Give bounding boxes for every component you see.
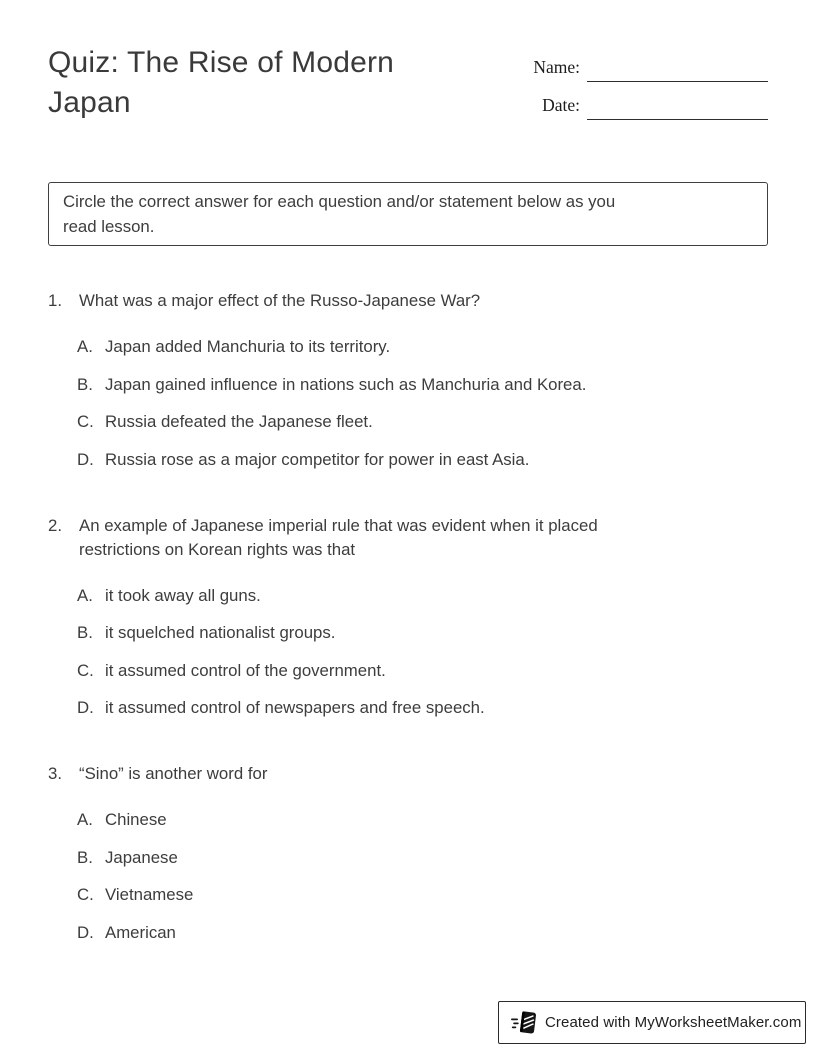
question-3-text: “Sino” is another word for	[79, 764, 268, 783]
question-3-option-a	[77, 808, 768, 832]
question-2-option-a	[77, 584, 768, 608]
option-text: Vietnamese	[105, 885, 194, 904]
question-1-stem	[48, 289, 768, 313]
option-text: Japan gained influence in nations such as Manchuria and Korea.	[105, 374, 587, 394]
question-3	[48, 762, 768, 945]
question-3-option-c	[77, 883, 768, 907]
question-3-options	[77, 808, 768, 945]
date-blank-line	[587, 100, 768, 120]
question-1-number: 1.	[48, 291, 62, 310]
page-header	[48, 43, 768, 125]
option-text: it assumed control of newspapers and free speech.	[105, 698, 485, 717]
question-2-options	[77, 584, 768, 721]
option-letter: D.	[77, 698, 94, 717]
option-letter: D.	[77, 922, 94, 942]
date-field-row	[526, 87, 768, 115]
option-letter: A.	[77, 585, 93, 605]
question-3-option-d	[77, 921, 768, 945]
option-letter: C.	[77, 885, 94, 904]
option-text: Japanese	[105, 847, 178, 867]
name-date-fields	[526, 43, 768, 125]
option-letter: C.	[77, 412, 94, 431]
option-text: Russia rose as a major competitor for power in east Asia.	[105, 449, 530, 469]
question-2-number: 2.	[48, 515, 62, 535]
question-1-option-c	[77, 410, 768, 434]
option-text: it assumed control of the government.	[105, 660, 386, 680]
question-1-text: What was a major effect of the Russo-Japanese War?	[79, 291, 481, 310]
option-text: it squelched nationalist groups.	[105, 623, 336, 642]
question-1-option-b	[77, 373, 768, 397]
name-label: Name:	[533, 57, 580, 77]
question-1-options	[77, 335, 768, 472]
question-2-text: An example of Japanese imperial rule that was evident when it placed restrictions on Korean rights was that	[79, 515, 598, 559]
instructions-box	[48, 182, 768, 246]
option-text: Chinese	[105, 810, 167, 829]
option-letter: C.	[77, 660, 94, 680]
flying-worksheet-logo-icon	[511, 1009, 537, 1037]
question-1-option-d	[77, 448, 768, 472]
option-letter: A.	[77, 337, 93, 356]
option-letter: A.	[77, 810, 93, 829]
question-2	[48, 514, 768, 721]
name-blank-line	[587, 62, 768, 82]
option-letter: B.	[77, 623, 93, 642]
page-title: Quiz: The Rise of Modern Japan	[48, 46, 395, 119]
option-letter: B.	[77, 374, 93, 394]
question-2-stem	[48, 514, 768, 562]
option-text: Japan added Manchuria to its territory.	[105, 337, 391, 356]
credit-badge[interactable]	[498, 1001, 806, 1044]
option-text: American	[105, 922, 176, 942]
question-3-stem	[48, 762, 768, 786]
question-1-option-a	[77, 335, 768, 359]
instructions-text-line-1: Circle the correct answer for each question and/or statement below as you	[63, 192, 616, 211]
question-3-number: 3.	[48, 764, 62, 783]
question-3-option-b	[77, 846, 768, 870]
name-field-row	[526, 49, 768, 77]
date-label: Date:	[542, 95, 580, 115]
instructions-text-line-2: read lesson.	[63, 216, 155, 236]
option-letter: B.	[77, 847, 93, 867]
option-text: Russia defeated the Japanese fleet.	[105, 412, 373, 431]
question-2-option-d	[77, 696, 768, 720]
question-1	[48, 289, 768, 472]
question-2-option-b	[77, 621, 768, 645]
option-text: it took away all guns.	[105, 585, 261, 605]
option-letter: D.	[77, 449, 94, 469]
credit-text: Created with MyWorksheetMaker.com	[545, 1014, 802, 1031]
question-2-option-c	[77, 659, 768, 683]
